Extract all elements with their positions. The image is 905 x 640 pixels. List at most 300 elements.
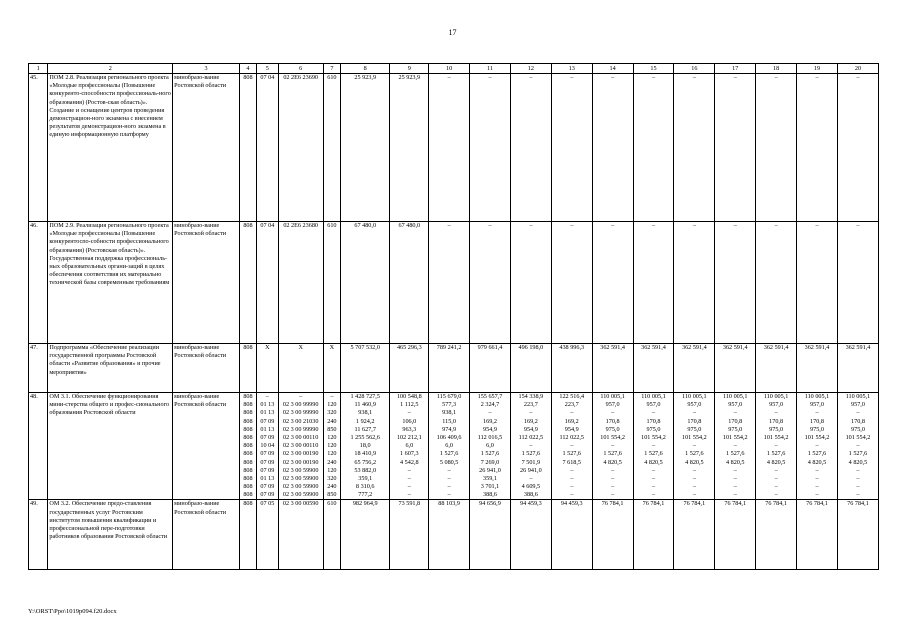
cell-value: – [651, 491, 656, 499]
data-cell [715, 393, 756, 500]
cell-value: – [447, 483, 451, 491]
data-cell [633, 222, 674, 344]
cell-value: 1 527,6 [725, 450, 745, 458]
cell-value: – [611, 483, 615, 491]
cell-value: 359,1 [358, 474, 373, 482]
data-cell [756, 74, 797, 222]
cell-value: – [529, 474, 533, 482]
cell-value: 101 554,2 [804, 433, 830, 441]
cell-value: – [447, 491, 451, 499]
data-cell [837, 393, 878, 500]
cell-value: 954,9 [523, 425, 538, 433]
cell-value: 7 618,5 [562, 458, 582, 466]
cell-value: 76 784,1 [806, 500, 828, 508]
cell-value: 975,0 [851, 425, 865, 433]
cell-value: 88 103,9 [438, 500, 460, 508]
data-cell [470, 74, 511, 222]
cell-value: – [407, 409, 411, 417]
cell-value: – [774, 483, 778, 491]
cell-value: 362 591,4 [681, 344, 707, 351]
cell-value: – [692, 222, 696, 229]
cell-value: 112 022,5 [518, 433, 544, 441]
cell-value: 359,1 [483, 474, 497, 482]
column-number: 4 [239, 64, 256, 74]
row-number: 46. [29, 222, 48, 344]
data-cell [429, 344, 470, 393]
cell-value: 362 591,4 [641, 344, 666, 351]
cell-value: X [329, 344, 335, 351]
data-cell [756, 393, 797, 500]
cell-value: 67 480,0 [398, 222, 421, 229]
cell-value: 02 3 00 21030 [282, 417, 319, 425]
cell-value: 5 080,5 [439, 458, 459, 466]
cell-value: – [611, 442, 615, 450]
cell-value: 07 04 [260, 222, 275, 229]
cell-value: 850 [327, 491, 337, 499]
cell-value: 02 3 00 00110 [282, 442, 319, 450]
data-cell [278, 74, 323, 222]
column-number: 18 [756, 64, 797, 74]
cell-value: 02 3 00 59900 [282, 483, 319, 491]
data-cell [340, 344, 389, 393]
cell-value: 223,7 [564, 401, 579, 409]
cell-value: 808 [243, 483, 253, 491]
cell-value: 76 784,1 [683, 500, 706, 508]
cell-value: – [774, 409, 778, 417]
data-cell [390, 344, 429, 393]
table-row [29, 500, 879, 570]
cell-value: 10 04 [260, 442, 275, 450]
cell-value: – [611, 409, 615, 417]
cell-value: 26 941,0 [479, 466, 501, 474]
cell-value: – [856, 491, 860, 499]
cell-value: 110 005,1 [722, 393, 748, 400]
cell-value: 577,3 [442, 401, 457, 409]
cell-value: 07 09 [260, 417, 275, 425]
cell-value: – [692, 474, 696, 482]
cell-value: 1 527,6 [521, 450, 541, 458]
data-cell [278, 344, 323, 393]
cell-value: 240 [327, 458, 337, 466]
cell-value: – [774, 466, 778, 474]
cell-value: 101 554,2 [763, 433, 789, 441]
cell-value: – [733, 491, 737, 499]
cell-value: – [733, 409, 737, 417]
cell-value: 170,8 [851, 417, 865, 425]
data-cell [551, 393, 592, 500]
data-cell [510, 393, 551, 500]
cell-value: 18 410,9 [354, 450, 377, 458]
data-cell [323, 222, 340, 344]
cell-value: 808 [243, 393, 253, 400]
table-row [29, 222, 879, 344]
cell-value: 120 [327, 401, 337, 409]
cell-value: – [733, 222, 737, 229]
cell-value: – [570, 491, 574, 499]
cell-value: 01 13 [260, 401, 275, 409]
cell-value: 122 516,4 [559, 393, 585, 400]
cell-value: 169,2 [523, 417, 538, 425]
cell-value: 07 09 [260, 483, 275, 491]
cell-value: 120 [327, 442, 337, 450]
cell-value: – [611, 74, 615, 81]
cell-value: 388,6 [483, 491, 497, 499]
data-cell [756, 344, 797, 393]
cell-value: – [733, 466, 737, 474]
cell-value: 170,8 [646, 417, 661, 425]
cell-value: 4 820,5 [685, 458, 704, 466]
cell-value: – [774, 442, 778, 450]
cell-value: – [815, 466, 819, 474]
cell-value: 979 661,4 [477, 344, 503, 351]
cell-value: 975,0 [605, 425, 620, 433]
cell-value: – [692, 442, 696, 450]
cell-value: – [407, 491, 411, 499]
cell-value: 07 09 [260, 450, 275, 458]
cell-value: 975,0 [687, 425, 702, 433]
cell-value: 957,0 [728, 401, 743, 409]
cell-value: 102 212,1 [396, 433, 422, 441]
cell-value: 1 255 562,6 [350, 433, 380, 441]
cell-value: – [856, 474, 860, 482]
cell-value: 94 459,3 [560, 500, 583, 508]
data-cell [797, 344, 838, 393]
cell-value: 808 [243, 409, 253, 417]
cell-value: 07 09 [260, 458, 275, 466]
cell-value: 76 784,1 [847, 500, 869, 508]
cell-value: 4 820,5 [603, 458, 622, 466]
cell-value: – [815, 474, 819, 482]
cell-value: 170,8 [605, 417, 620, 425]
cell-value: 975,0 [769, 425, 784, 433]
column-number: 19 [797, 64, 838, 74]
cell-value: – [265, 393, 269, 400]
cell-value: 808 [243, 417, 253, 425]
cell-value: 362 591,4 [845, 344, 871, 351]
cell-value: 610 [327, 222, 337, 229]
data-cell [257, 344, 279, 393]
cell-value: 957,0 [769, 401, 784, 409]
row-number: 47. [29, 344, 48, 393]
row-number: 48. [29, 393, 48, 500]
cell-value: 76 784,1 [601, 500, 624, 508]
cell-value: 02 3 00 59900 [282, 474, 319, 482]
cell-value: 4 542,8 [400, 458, 419, 466]
data-cell [239, 222, 256, 344]
cell-value: 8 310,6 [355, 483, 375, 491]
data-cell [633, 393, 674, 500]
data-cell [323, 500, 340, 570]
cell-value: 6,0 [405, 442, 414, 450]
cell-value: – [447, 222, 451, 229]
cell-value: 957,0 [605, 401, 620, 409]
data-cell [633, 500, 674, 570]
cell-value: – [488, 74, 492, 81]
cell-value: 25 923,9 [398, 74, 421, 81]
cell-value: – [856, 483, 860, 491]
cell-value: X [298, 344, 303, 351]
cell-value: 11 460,9 [354, 401, 376, 409]
cell-value: 5 707 532,0 [350, 344, 380, 351]
cell-value: 18,0 [359, 442, 371, 450]
cell-value: 240 [327, 483, 337, 491]
cell-value: 115 679,0 [436, 393, 462, 400]
data-cell [551, 344, 592, 393]
cell-value: 11 627,7 [354, 425, 376, 433]
cell-value: – [570, 483, 574, 491]
data-cell [797, 393, 838, 500]
cell-value: 94 656,9 [479, 500, 501, 508]
cell-value: 777,2 [358, 491, 373, 499]
cell-value: 106,0 [402, 417, 417, 425]
column-number: 10 [429, 64, 470, 74]
cell-value: 808 [243, 491, 253, 499]
cell-value: 808 [243, 474, 253, 482]
data-cell [797, 74, 838, 222]
cell-value: 1 527,6 [480, 450, 500, 458]
cell-value: – [611, 491, 615, 499]
data-cell [633, 74, 674, 222]
data-cell [837, 74, 878, 222]
measure-name: ПОМ 2.9. Реализация регионального проекта «Молодые профессионалы (Повышение конкурентоспо-собности профессионального образования) (Ростовская область)». Государственная поддержка профессиональ-ных образовательных органи-заций в целях обеспечения соответствия их материально технической базы современным требованиям [48, 222, 173, 344]
cell-value: 170,8 [769, 417, 784, 425]
cell-value: – [815, 483, 819, 491]
file-path-footer: Y:\ORST\Ppo\1019p094.f20.docx [28, 608, 117, 615]
cell-value: 1 607,3 [400, 450, 419, 458]
cell-value: 963,3 [402, 425, 417, 433]
cell-value: 610 [327, 74, 337, 81]
data-cell [390, 222, 429, 344]
data-cell [323, 344, 340, 393]
executor: минобразо-вание Ростовской области [173, 74, 240, 222]
cell-value: 101 554,2 [681, 433, 707, 441]
data-cell [715, 500, 756, 570]
data-cell [239, 500, 256, 570]
cell-value: 1 527,6 [685, 450, 704, 458]
page-number: 17 [448, 28, 457, 37]
cell-value: 155 657,7 [477, 393, 503, 400]
data-cell [674, 500, 715, 570]
cell-value: 02 3 00 99990 [282, 425, 319, 433]
cell-value: 02 3 00 00190 [282, 458, 319, 466]
cell-value: 02 3 00 00190 [282, 450, 319, 458]
cell-value: 982 964,9 [352, 500, 378, 508]
executor: минобразо-вание Ростовской области [173, 500, 240, 570]
cell-value: 101 554,2 [641, 433, 666, 441]
column-number: 20 [837, 64, 878, 74]
cell-value: – [651, 74, 656, 81]
cell-value: 957,0 [810, 401, 824, 409]
cell-value: 808 [243, 344, 253, 351]
cell-value: 01 13 [260, 425, 275, 433]
column-number: 17 [715, 64, 756, 74]
cell-value: 73 591,8 [398, 500, 421, 508]
data-cell [551, 74, 592, 222]
program-table [28, 63, 879, 570]
data-cell [340, 393, 389, 500]
table-row [29, 393, 879, 500]
data-cell [674, 74, 715, 222]
cell-value: 101 554,2 [845, 433, 871, 441]
cell-value: 120 [327, 466, 337, 474]
cell-value: 07 04 [260, 74, 275, 81]
data-cell [756, 222, 797, 344]
cell-value: 101 554,2 [600, 433, 625, 441]
cell-value: 610 [327, 500, 337, 508]
cell-value: – [447, 74, 451, 81]
cell-value: 808 [243, 466, 253, 474]
data-cell [592, 500, 633, 570]
data-cell [257, 393, 279, 500]
cell-value: 07 09 [260, 433, 275, 441]
cell-value: – [529, 442, 533, 450]
data-cell [278, 222, 323, 344]
data-cell [470, 344, 511, 393]
cell-value: 120 [327, 450, 337, 458]
data-cell [837, 344, 878, 393]
cell-value: 438 996,3 [559, 344, 585, 351]
column-number: 2 [48, 64, 173, 74]
cell-value: 106 409,6 [436, 433, 462, 441]
cell-value: 110 005,1 [804, 393, 830, 400]
cell-value: – [407, 483, 411, 491]
executor: минобразо-вание Ростовской области [173, 344, 240, 393]
column-number: 1 [29, 64, 48, 74]
cell-value: 1 527,6 [562, 450, 582, 458]
cell-value: – [733, 483, 737, 491]
data-cell [340, 222, 389, 344]
table-row [29, 74, 879, 222]
cell-value: – [733, 442, 737, 450]
cell-value: – [447, 474, 451, 482]
data-cell [715, 344, 756, 393]
cell-value: 07 05 [260, 500, 275, 508]
cell-value: 110 005,1 [763, 393, 789, 400]
cell-value: – [570, 222, 574, 229]
cell-value: 4 820,5 [848, 458, 868, 466]
row-number: 45. [29, 74, 48, 222]
data-cell [239, 393, 256, 500]
cell-value: 808 [243, 222, 253, 229]
cell-value: – [815, 409, 819, 417]
cell-value: 1 527,6 [644, 450, 663, 458]
cell-value: – [733, 74, 737, 81]
cell-value: – [651, 409, 656, 417]
cell-value: – [815, 442, 819, 450]
cell-value: 110 005,1 [682, 393, 707, 400]
cell-value: 6,0 [486, 442, 494, 450]
cell-value: 1 428 727,5 [350, 393, 380, 400]
data-cell [633, 344, 674, 393]
cell-value: 02 3 00 00590 [282, 500, 319, 508]
cell-value: X [265, 344, 270, 351]
cell-value: 362 591,4 [600, 344, 625, 351]
data-cell [797, 500, 838, 570]
data-cell [674, 222, 715, 344]
column-number: 13 [551, 64, 592, 74]
cell-value: 975,0 [810, 425, 824, 433]
cell-value: 1 527,6 [766, 450, 786, 458]
cell-value: 975,0 [646, 425, 661, 433]
cell-value: 465 296,3 [396, 344, 422, 351]
data-cell [429, 393, 470, 500]
data-cell [510, 500, 551, 570]
cell-value: 02 3 00 99990 [282, 401, 319, 409]
cell-value: – [299, 393, 303, 400]
data-cell [797, 222, 838, 344]
data-cell [323, 74, 340, 222]
cell-value: 3 701,1 [480, 483, 500, 491]
cell-value: 02 2Е6 23680 [283, 222, 319, 229]
measure-name: Подпрограмма «Обеспечение реализации государственной программы Ростовской области «Развитие образования» и прочие мероприятия» [48, 344, 173, 393]
cell-value: 02 3 00 99990 [282, 409, 319, 417]
cell-value: 110 005,1 [845, 393, 871, 400]
data-cell [390, 500, 429, 570]
cell-value: – [570, 409, 574, 417]
cell-value: – [611, 466, 615, 474]
data-cell [592, 222, 633, 344]
cell-value: – [815, 491, 819, 499]
measure-name: ОМ 3.2. Обеспечение предо-ставления государственных услуг Ростовским институтом повышения квалификации и профессиональной пере-подготовки работников образования Ростовской области [48, 500, 173, 570]
data-cell [715, 222, 756, 344]
cell-value: 957,0 [646, 401, 661, 409]
data-cell [429, 500, 470, 570]
cell-value: 6,0 [445, 442, 453, 450]
cell-value: 94 459,3 [520, 500, 542, 508]
cell-value: 02 3 00 00110 [282, 433, 319, 441]
cell-value: – [570, 466, 574, 474]
cell-value: 02 3 00 59900 [282, 466, 319, 474]
data-cell [390, 393, 429, 500]
cell-value: 169,2 [564, 417, 579, 425]
header-row [29, 64, 879, 74]
cell-value: 67 480,0 [354, 222, 377, 229]
cell-value: – [774, 222, 778, 229]
cell-value: 954,9 [564, 425, 579, 433]
cell-value: 4 820,5 [644, 458, 663, 466]
cell-value: – [611, 474, 615, 482]
cell-value: 170,8 [728, 417, 743, 425]
data-cell [470, 393, 511, 500]
cell-value: – [447, 466, 451, 474]
cell-value: 938,1 [358, 409, 373, 417]
cell-value: 110 005,1 [600, 393, 625, 400]
cell-value: – [692, 483, 696, 491]
cell-value: 53 882,0 [354, 466, 377, 474]
cell-value: 1 527,6 [807, 450, 827, 458]
cell-value: 957,0 [687, 401, 702, 409]
cell-value: 76 784,1 [724, 500, 747, 508]
data-cell [340, 500, 389, 570]
cell-value: – [692, 409, 696, 417]
cell-value: 154 338,9 [518, 393, 544, 400]
cell-value: 808 [243, 74, 253, 81]
column-number: 14 [592, 64, 633, 74]
cell-value: 938,1 [442, 409, 457, 417]
cell-value: – [330, 393, 334, 400]
column-number: 7 [323, 64, 340, 74]
data-cell [323, 393, 340, 500]
data-cell [592, 393, 633, 500]
data-cell [239, 344, 256, 393]
cell-value: – [692, 466, 696, 474]
table-row [29, 344, 879, 393]
column-number: 5 [257, 64, 279, 74]
data-cell [278, 500, 323, 570]
cell-value: – [529, 222, 533, 229]
data-cell [470, 222, 511, 344]
cell-value: – [651, 466, 656, 474]
